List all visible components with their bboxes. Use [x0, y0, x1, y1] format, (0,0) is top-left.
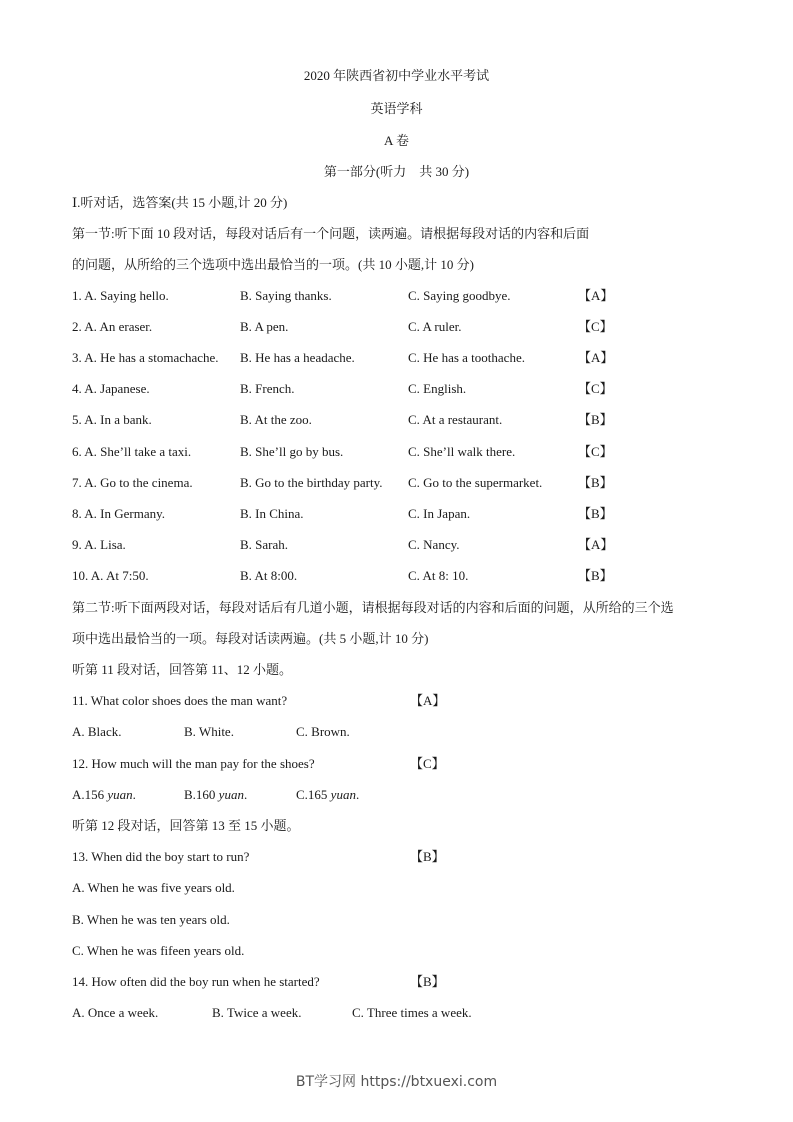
- option-b: B. At the zoo.: [240, 412, 312, 427]
- answer-key: 【C】: [578, 381, 613, 396]
- answer-key: 【C】: [578, 319, 613, 334]
- answer-key: 【B】: [410, 849, 445, 864]
- option-c: C. A ruler.: [408, 319, 462, 334]
- option-a: 10. A. At 7:50.: [72, 568, 149, 583]
- option-b: B. Twice a week.: [212, 1005, 302, 1020]
- option-c: C. Brown.: [296, 724, 350, 739]
- answer-key: 【C】: [410, 756, 445, 771]
- answer-key: 【B】: [578, 475, 613, 490]
- dialog-heading: 听第 11 段对话，回答第 11、12 小题。: [72, 662, 293, 677]
- answer-key: 【C】: [578, 444, 613, 459]
- option-c: C. English.: [408, 381, 467, 396]
- option-c: C. He has a toothache.: [408, 350, 525, 365]
- option-b: B. A pen.: [240, 319, 289, 334]
- section-instruction: 项中选出最恰当的一项。每段对话读两遍。(共 5 小题,计 10 分): [72, 631, 429, 646]
- option-b: B. French.: [240, 381, 295, 396]
- option-c: C.165 yuan.: [296, 787, 360, 802]
- section-instruction: 第一节:听下面 10 段对话，每段对话后有一个问题，读两遍。请根据每段对话的内容和后面: [72, 226, 590, 241]
- option-a: 7. A. Go to the cinema.: [72, 475, 193, 490]
- option-b: B. When he was ten years old.: [72, 912, 230, 927]
- question-text: 11. What color shoes does the man want?: [72, 693, 288, 708]
- option-b: B. At 8:00.: [240, 568, 298, 583]
- section-instruction: 的问题，从所给的三个选项中选出最恰当的一项。(共 10 小题,计 10 分): [72, 257, 474, 272]
- answer-key: 【B】: [410, 974, 445, 989]
- option-b: B. He has a headache.: [240, 350, 355, 365]
- option-b: B. White.: [184, 724, 234, 739]
- option-a: 1. A. Saying hello.: [72, 288, 169, 303]
- answer-key: 【A】: [578, 537, 614, 552]
- question-text: 12. How much will the man pay for the shoes?: [72, 756, 315, 771]
- option-c: C. Go to the supermarket.: [408, 475, 543, 490]
- option-a: A. Black.: [72, 724, 122, 739]
- option-c: C. At 8: 10.: [408, 568, 469, 583]
- section-heading: Ⅰ.听对话，选答案(共 15 小题,计 20 分): [72, 195, 288, 210]
- option-a: 2. A. An eraser.: [72, 319, 153, 334]
- site-watermark: BT学习网 https://btxuexi.com: [295, 1074, 498, 1090]
- option-c: C. Nancy.: [408, 537, 460, 552]
- volume-title: A 卷: [384, 133, 409, 148]
- part-title: 第一部分(听力 共 30 分): [323, 164, 470, 179]
- section-instruction: 第二节:听下面两段对话，每段对话后有几道小题，请根据每段对话的内容和后面的问题，从所给的三个选: [72, 600, 674, 615]
- option-a: 9. A. Lisa.: [72, 537, 126, 552]
- option-c: C. She’ll walk there.: [408, 444, 516, 459]
- option-b: B. She’ll go by bus.: [240, 444, 344, 459]
- option-a: 8. A. In Germany.: [72, 506, 166, 521]
- option-c: C. At a restaurant.: [408, 412, 503, 427]
- option-c: C. Saying goodbye.: [408, 288, 511, 303]
- dialog-heading: 听第 12 段对话，回答第 13 至 15 小题。: [72, 818, 300, 833]
- answer-key: 【B】: [578, 412, 613, 427]
- option-c: C. Three times a week.: [352, 1005, 472, 1020]
- option-b: B. Go to the birthday party.: [240, 475, 383, 490]
- option-a: 4. A. Japanese.: [72, 381, 150, 396]
- exam-title: 2020 年陕西省初中学业水平考试: [303, 68, 490, 83]
- option-b: B. Saying thanks.: [240, 288, 332, 303]
- option-b: B. In China.: [240, 506, 304, 521]
- answer-key: 【A】: [578, 288, 614, 303]
- option-c: C. When he was fifeen years old.: [72, 943, 245, 958]
- answer-key: 【A】: [410, 693, 446, 708]
- option-c: C. In Japan.: [408, 506, 471, 521]
- option-a: 3. A. He has a stomachache.: [72, 350, 219, 365]
- answer-key: 【B】: [578, 568, 613, 583]
- option-a: A. When he was five years old.: [72, 880, 235, 895]
- option-a: 6. A. She’ll take a taxi.: [72, 444, 192, 459]
- answer-key: 【A】: [578, 350, 614, 365]
- option-a: 5. A. In a bank.: [72, 412, 152, 427]
- option-a: A.156 yuan.: [72, 787, 136, 802]
- option-a: A. Once a week.: [72, 1005, 159, 1020]
- question-text: 13. When did the boy start to run?: [72, 849, 250, 864]
- answer-key: 【B】: [578, 506, 613, 521]
- option-b: B.160 yuan.: [184, 787, 248, 802]
- subject-title: 英语学科: [370, 101, 423, 116]
- option-b: B. Sarah.: [240, 537, 289, 552]
- question-text: 14. How often did the boy run when he started?: [72, 974, 320, 989]
